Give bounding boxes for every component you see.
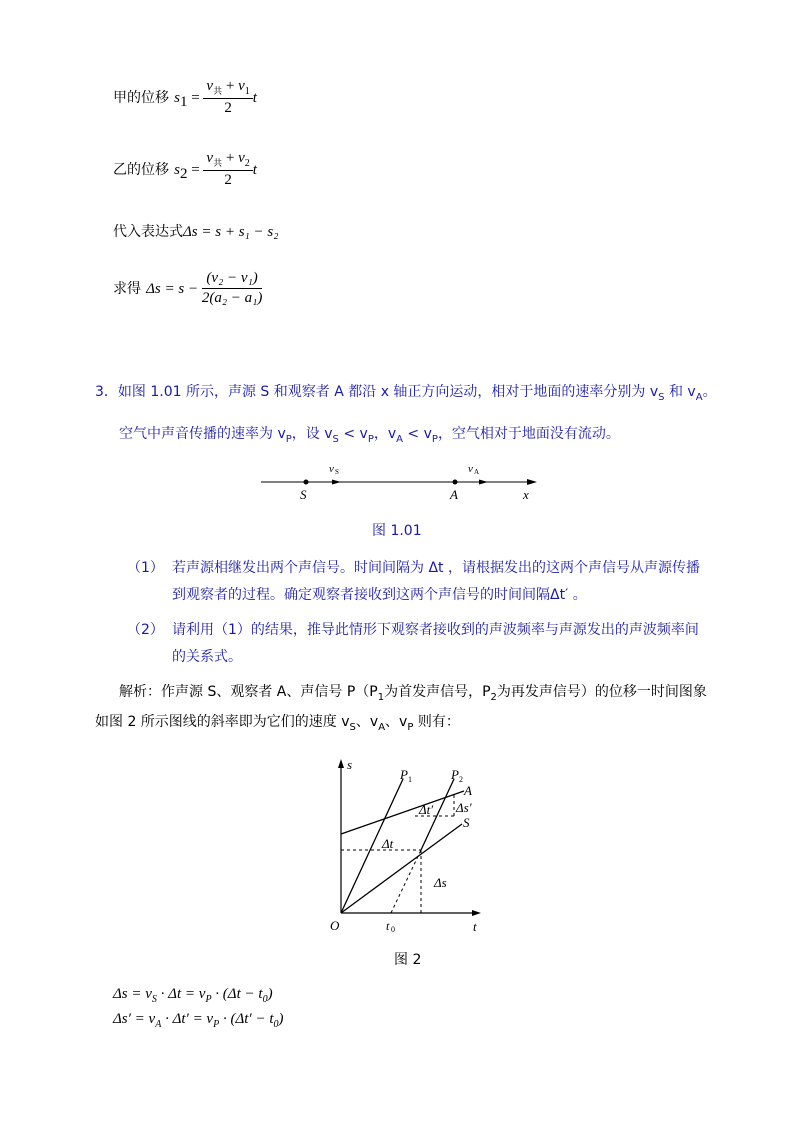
- equation-label: 求得: [113, 281, 141, 297]
- A-label: A: [464, 783, 472, 798]
- equation-substitute: [113, 221, 278, 241]
- final-equation-2: [113, 1011, 284, 1030]
- analysis-line-1: [119, 681, 707, 703]
- text: 、v: [355, 714, 379, 730]
- figure-2-graph: [325, 755, 485, 935]
- text: 解析：作声源 S、观察者 A、声信号 P（P: [119, 684, 378, 700]
- subscript: 2: [179, 166, 188, 183]
- problem-3-line-1: [95, 381, 717, 403]
- equation-label: 代入表达式: [113, 224, 183, 240]
- axis-s-label: s: [347, 757, 353, 772]
- equation-label: 甲的位移: [113, 90, 169, 106]
- symbol: v: [238, 150, 245, 166]
- label-vS-sub: S: [335, 468, 339, 476]
- text: 空气中声音传播的速率为 v: [119, 426, 286, 442]
- operator: +: [222, 150, 239, 166]
- fraction: [203, 150, 252, 189]
- text: ): [267, 986, 273, 1002]
- subscript: 2: [490, 691, 497, 703]
- text: < v: [402, 426, 432, 442]
- text: · (Δt − t: [211, 986, 263, 1002]
- fraction: [203, 78, 252, 117]
- text: · Δt′ = v: [161, 1011, 214, 1027]
- text: 为再发声信号）的位移一时间图象: [496, 684, 707, 700]
- source-dot: [304, 480, 309, 485]
- dsp-label: Δs′: [456, 800, 472, 815]
- t0-sub: 0: [391, 925, 395, 934]
- text: ，设 v: [291, 426, 333, 442]
- text: · (Δt′ − t: [219, 1011, 274, 1027]
- text: 则有：: [413, 714, 460, 730]
- text: · Δt = v: [156, 986, 206, 1002]
- equation-label: 乙的位移: [113, 162, 169, 178]
- text: 、v: [385, 714, 408, 730]
- subscript: P: [367, 433, 374, 445]
- subscript: S: [349, 721, 356, 733]
- equation-expression: Δs = s + s₁ − s₂: [183, 224, 279, 240]
- question-1-line-2: 到观察者的过程。确定观察者接收到这两个声信号的时间间隔Δt′ 。: [172, 587, 587, 603]
- equation-s1: [113, 78, 257, 117]
- equals: =: [187, 90, 204, 106]
- text: ，空气相对于地面没有流动。: [437, 426, 620, 442]
- subscript: 1: [377, 691, 385, 703]
- subscript: 2: [244, 158, 250, 169]
- subscript: 共: [213, 87, 223, 97]
- subscript: P: [205, 994, 212, 1005]
- analysis-line-2: [95, 711, 460, 733]
- dtp-label: Δt′: [419, 802, 434, 817]
- P2-sub: 2: [459, 775, 463, 784]
- text: 和 v: [664, 384, 696, 400]
- equals: =: [187, 162, 204, 178]
- line-P2-extension: [391, 850, 421, 913]
- final-equation-1: [113, 986, 273, 1005]
- subscript: A: [396, 433, 403, 445]
- subscript: 0: [262, 994, 268, 1005]
- subscript: S: [151, 994, 157, 1005]
- observer-dot: [453, 480, 458, 485]
- problem-3-line-2: [119, 423, 620, 445]
- subscript: S: [658, 391, 665, 403]
- question-2-line-2: 的关系式。: [172, 649, 242, 665]
- symbol: t: [252, 162, 257, 178]
- label-A: A: [450, 487, 458, 502]
- subscript: 0: [273, 1019, 279, 1030]
- ds-label: Δs: [434, 875, 447, 890]
- P1-label: P: [400, 767, 408, 782]
- symbol: s: [174, 162, 180, 178]
- denominator: 2(a₂ − a₁): [201, 290, 263, 306]
- subscript: A: [378, 721, 386, 733]
- subscript: A: [155, 1019, 162, 1030]
- denominator: 2: [224, 100, 232, 116]
- P1-sub: 1: [408, 775, 412, 784]
- symbol: v: [206, 78, 214, 94]
- origin-label: O: [330, 918, 340, 933]
- denominator: 2: [224, 172, 232, 188]
- subscript: A: [695, 391, 703, 403]
- observer-velocity-arrow: [479, 480, 488, 485]
- subscript: P: [431, 433, 438, 445]
- question-1-number: （1）: [127, 560, 164, 576]
- source-velocity-arrow: [332, 480, 341, 485]
- text: 。: [702, 384, 717, 400]
- P2-label: P: [451, 767, 459, 782]
- subscript: P: [285, 433, 292, 445]
- s-axis-arrow: [338, 759, 344, 768]
- text: 如图 2 所示图线的斜率即为它们的速度 v: [95, 714, 350, 730]
- x-axis-arrow: [527, 479, 537, 485]
- subscript: P: [407, 721, 414, 733]
- equation-lhs: Δs = s −: [146, 281, 202, 297]
- t-axis-arrow: [472, 910, 481, 916]
- text: ): [278, 1011, 284, 1027]
- numerator: (v₂ − v₁): [202, 270, 263, 289]
- symbol: v: [238, 78, 245, 94]
- label-vA: v: [468, 463, 473, 475]
- subscript: P: [213, 1019, 220, 1030]
- subscript: S: [332, 433, 339, 445]
- text: < v: [338, 426, 368, 442]
- axis-t-label: t: [473, 919, 477, 934]
- question-1-line-1: 若声源相继发出两个声信号。时间间隔为 Δt ，请根据发出的这两个声信号从声源传播: [172, 560, 700, 576]
- symbol: t: [252, 90, 257, 106]
- S-label: S: [463, 815, 470, 830]
- label-vS: v: [329, 463, 334, 475]
- label-vA-sub: A: [474, 468, 480, 476]
- t0-label: t: [386, 919, 390, 933]
- subscript: 1: [179, 94, 188, 111]
- symbol: v: [206, 150, 214, 166]
- subscript: 共: [213, 159, 223, 169]
- equation-s2: [113, 150, 257, 189]
- question-2-number: （2）: [127, 622, 164, 638]
- text: 3．如图 1.01 所示，声源 S 和观察者 A 都沿 x 轴正方向运动，相对于地面的速率分别为 v: [95, 384, 659, 400]
- figure-1-01: [255, 458, 545, 506]
- symbol: s: [174, 90, 180, 106]
- dt-label: Δt: [382, 836, 394, 851]
- text: Δs = v: [113, 986, 152, 1002]
- figure-2-caption: 图 2: [394, 952, 422, 968]
- text: ，v: [373, 426, 397, 442]
- fraction: [202, 270, 263, 307]
- label-S: S: [300, 487, 307, 502]
- text: 为首发声信号，P: [384, 684, 491, 700]
- line-S: [341, 824, 462, 913]
- equation-result: [113, 270, 262, 307]
- operator: +: [222, 78, 239, 94]
- figure-1-01-caption: 图 1.01: [372, 523, 422, 539]
- label-x: x: [523, 487, 529, 502]
- text: Δs′ = v: [113, 1011, 156, 1027]
- subscript: 1: [244, 86, 250, 97]
- question-2-line-1: 请利用（1）的结果，推导此情形下观察者接收到的声波频率与声源发出的声波频率间: [172, 622, 699, 638]
- line-P1: [341, 779, 403, 913]
